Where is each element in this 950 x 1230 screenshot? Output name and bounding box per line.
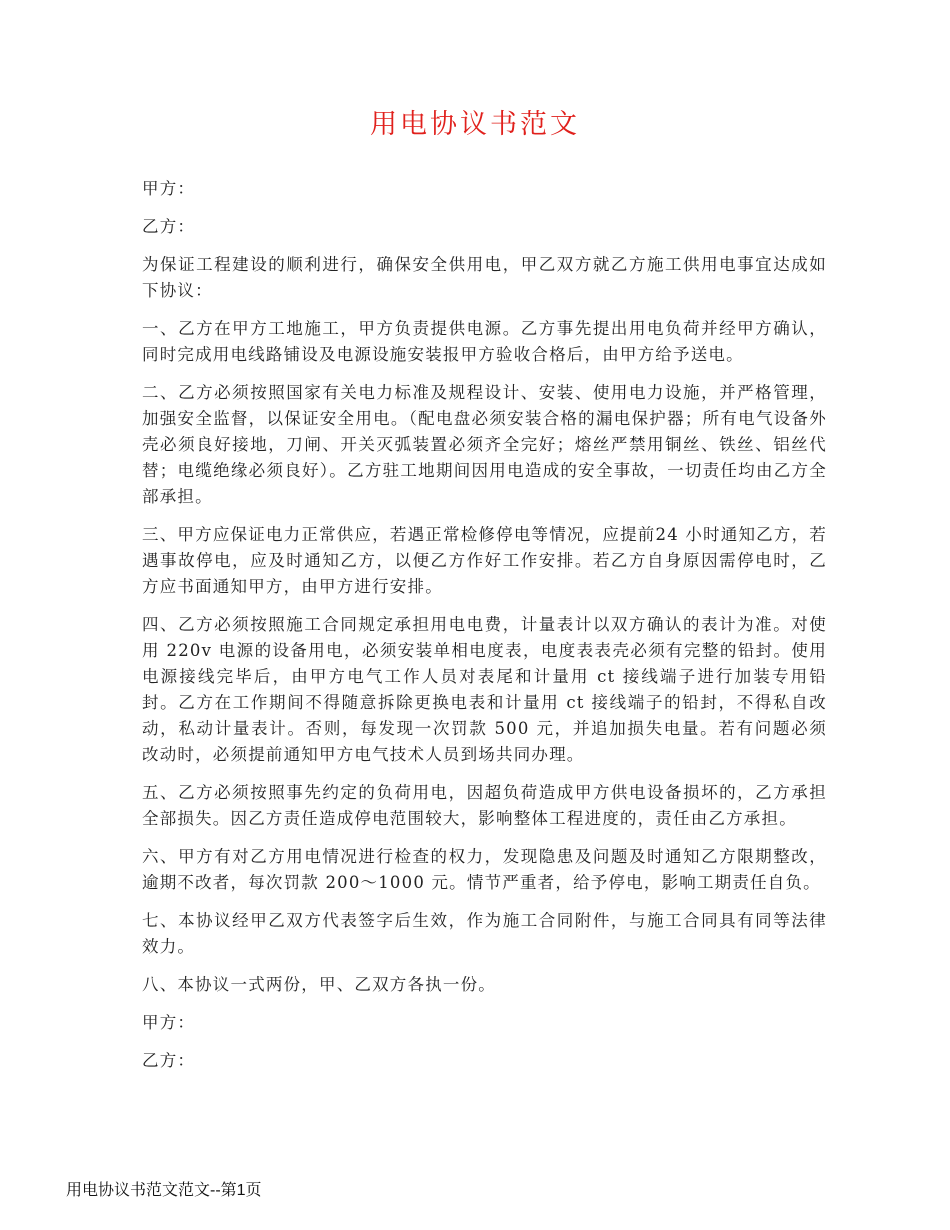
clause-2: 二、乙方必须按照国家有关电力标准及规程设计、安装、使用电力设施，并严格管理，加强安全监督，以保证安全用电。（配电盘必须安装合格的漏电保护器；所有电气设备外壳必须良好接地，刀闸、开关灭弧装置必须齐全完好；熔丝严禁用铜丝、铁丝、铝丝代替；电缆绝缘必须良好）。乙方驻工地期间因用电造成的安全事故，一切责任均由乙方全部承担。	[142, 383, 827, 506]
document-body	[142, 176, 827, 1086]
clause-6: 六、甲方有对乙方用电情况进行检查的权力，发现隐患及问题及时通知乙方限期整改，逾期不改者，每次罚款 200～1000 元。情节严重者，给予停电，影响工期责任自负。	[142, 847, 827, 892]
clause-4: 四、乙方必须按照施工合同规定承担用电电费，计量表计以双方确认的表计为准。对使用 220v 电源的设备用电，必须安装单相电度表，电度表表壳必须有完整的铅封。使用电源接线完毕后，由甲方电气工作人员对表尾和计量用 ct 接线端子进行加装专用铅封。乙方在工作期间不得随意拆除更换电表和计量用 ct 接线端子的铅封，不得私自改动，私动计量表计。否则，每发现一次罚款 500 元，并追加损失电量。若有问题必须改动时，必须提前通知甲方电气技术人员到场共同办理。	[142, 615, 827, 764]
clause-3: 三、甲方应保证电力正常供应，若遇正常检修停电等情况，应提前24 小时通知乙方，若遇事故停电，应及时通知乙方，以便乙方作好工作安排。若乙方自身原因需停电时，乙方应书面通知甲方，由甲方进行安排。	[142, 525, 827, 596]
clause-5: 五、乙方必须按照事先约定的负荷用电，因超负荷造成甲方供电设备损坏的，乙方承担全部损失。因乙方责任造成停电范围较大，影响整体工程进度的，责任由乙方承担。	[142, 783, 827, 828]
party-b-label-top: 乙方：	[142, 217, 196, 236]
party-a-label-bottom: 甲方：	[142, 1013, 196, 1032]
clause-8: 八、本协议一式两份，甲、乙双方各执一份。	[142, 975, 496, 994]
clause-7: 七、本协议经甲乙双方代表签字后生效，作为施工合同附件，与施工合同具有同等法律效力。	[142, 911, 827, 956]
party-b-label-bottom: 乙方：	[142, 1051, 196, 1070]
page-footer: 用电协议书范文范文--第1页	[66, 1182, 262, 1199]
intro-paragraph: 为保证工程建设的顺利进行，确保安全供用电，甲乙双方就乙方施工供用电事宜达成如下协议：	[142, 255, 827, 300]
party-a-label-top: 甲方：	[142, 179, 196, 198]
document-title: 用电协议书范文	[370, 109, 580, 140]
clause-1: 一、乙方在甲方工地施工，甲方负责提供电源。乙方事先提出用电负荷并经甲方确认，同时完成用电线路铺设及电源设施安装报甲方验收合格后，由甲方给予送电。	[142, 319, 827, 364]
